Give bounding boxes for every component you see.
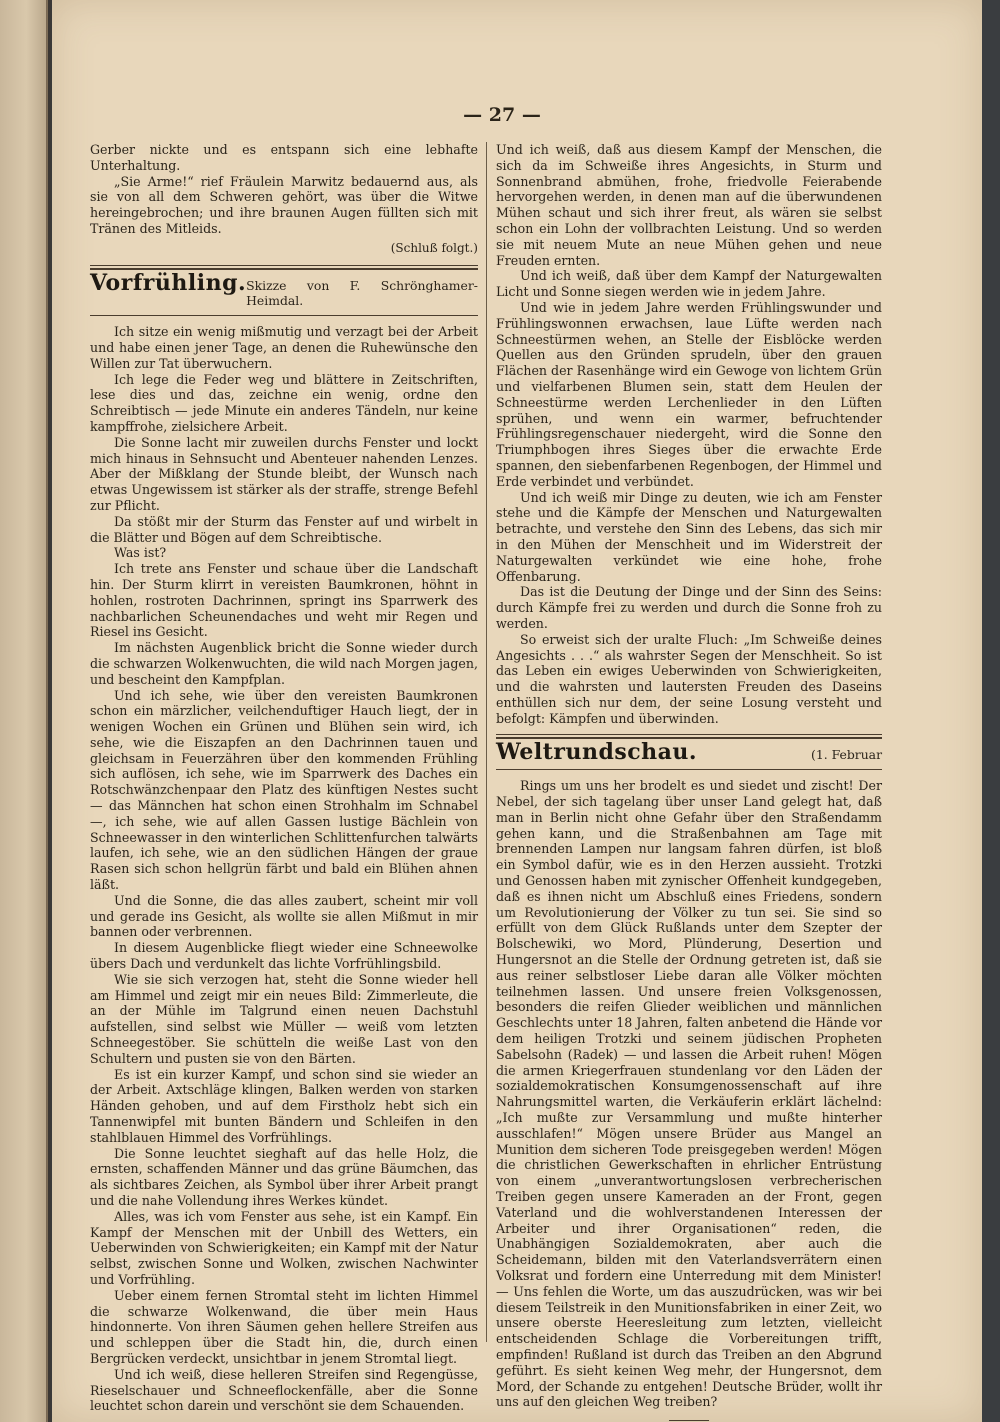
- article-title: Vorfrühling.: [90, 269, 247, 296]
- book-spine-left-page-edge: [0, 0, 48, 1422]
- article-header-vorfruehling: [90, 269, 478, 310]
- article-paragraph: Und ich sehe, wie über den vereisten Baumkronen schon ein märzlicher, veilchenduftiger Hauch liegt, der in wenigen Wochen ein Grünen und Blühen sein wird, ich sehe, wie die Eiszapfen an den Dachrinnen tauen und gleichsam in Feuerzähren über den kommenden Frühling sich auflösen, ich sehe, wie im Sparrwerk des Daches ein Rotschwänzchenpaar den Platz des künftigen Nestes sucht — das Männchen hat schon einen Strohhalm im Schnabel —, ich sehe, wie auf allen Gassen lustige Bächlein von Schneewasser in den winterlichen Schlittenfurchen talwärts laufen, ich sehe, wie an den südlichen Hängen der graue Rasen sich schon hellgrün färbt und bald ein Blühen ahnen läßt.: [90, 687, 478, 893]
- article-body-weltrundschau: [496, 778, 882, 1410]
- article-paragraph: Es ist ein kurzer Kampf, und schon sind sie wieder an der Arbeit. Axtschläge klingen, Balken werden von starken Händen gehoben, und auf dem Firstholz hebt sich ein Tannenwipfel mit bunten Bändern und Schleifen in den stahlblauen Himmel des Vorfrühlings.: [90, 1066, 478, 1145]
- article-paragraph: Und wie in jedem Jahre werden Frühlingswunder und Frühlingswonnen erwachsen, laue Lüfte werden nach Schneestürmen wehen, an Stelle der Eisblöcke werden Quellen aus den Gründen sprudeln, über den grauen Flächen der Rasenhänge wird ein Gewoge von lichtem Grün und vielfarbenen Blumen sein, statt dem Heulen der Schneestürme werden Lerchenlieder in den Lüften sprühen, und wenn ein warmer, befruchtender Frühlingsregenschauer niedergeht, wird die Sonne den Triumphbogen ihres Sieges über die erwachte Erde spannen, den siebenfarbenen Regenbogen, der Himmel und Erde verbindet und verbündet.: [496, 299, 882, 489]
- article-paragraph: Ich lege die Feder weg und blättere in Zeitschriften, lese dies und das, zeichne ein wenig, ordne den Schreibtisch — jede Minute ein anderes Tändeln, nur keine kampffrohe, zielsichere Arbeit.: [90, 371, 478, 434]
- article-title: Weltrundschau.: [496, 739, 698, 766]
- article-paragraph: Ich trete ans Fenster und schaue über die Landschaft hin. Der Sturm klirrt in vereisten Baumkronen, höhnt in hohlen, rostroten Dachrinnen, springt ins Sparrwerk des nachbarlichen Scheunendaches und weht mir Regen und Riesel ins Gesicht.: [90, 561, 478, 640]
- article-paragraph: Das ist die Deutung der Dinge und der Sinn des Seins: durch Kämpfe frei zu werden und durch die Sonne froh zu werden.: [496, 584, 882, 631]
- intro-paragraph: „Sie Arme!“ rief Fräulein Marwitz bedauernd aus, als sie von all dem Schweren gehört, was über die Witwe hereingebrochen; und ihre braunen Augen füllten sich mit Tränen des Mitleids.: [90, 173, 478, 236]
- article-body-vorfruehling: [90, 324, 478, 1414]
- article-paragraph: In diesem Augenblicke fliegt wieder eine Schneewolke übers Dach und verdunkelt das lichte Vorfrühlingsbild.: [90, 940, 478, 972]
- article-dateline: (1. Februar: [811, 747, 882, 763]
- article-paragraph: Was ist?: [114, 545, 167, 561]
- article-paragraph: Da stößt mir der Sturm das Fenster auf und wirbelt in die Blätter und Bögen auf dem Schreibtische.: [90, 513, 478, 545]
- article-paragraph: Alles, was ich vom Fenster aus sehe, ist ein Kampf. Ein Kampf der Menschen mit der Unbill des Wetters, ein Ueberwinden von Schwierigkeiten; ein Kampf mit der Natur selbst, zwischen Sonne und Wolken, zwischen Nachwinter und Vorfrühling.: [90, 1208, 478, 1287]
- left-column: [90, 142, 478, 1414]
- article-paragraph: Ueber einem fernen Stromtal steht im lichten Himmel die schwarze Wolkenwand, die über mein Haus hindonnerte. Von ihren Säumen gehen hellere Streifen aus und schleppen über die Stadt hin, die, durch einen Bergrücken verdeckt, unsichtbar in jenem Stromtal liegt.: [90, 1287, 478, 1366]
- right-column: [496, 142, 882, 1421]
- section-divider: [90, 315, 478, 316]
- article-byline: Skizze von F. Schrönghamer-Heimdal.: [246, 277, 478, 309]
- article-paragraph: Wie sie sich verzogen hat, steht die Sonne wieder hell am Himmel und zeigt mir ein neues Bild: Zimmerleute, die an der Mühle im Talgrund einen neuen Dachstuhl aufstellen, sind selbst wie Müller — weiß vom letzten Schneegestöber. Sie schütteln die weiße Last von den Schultern und pusten sie von den Bärten.: [90, 971, 478, 1066]
- article-paragraph: Ich sitze ein wenig mißmutig und verzagt bei der Arbeit und habe einen jener Tage, an denen die Ruhewünsche den Willen zur Tat überwuchern.: [90, 324, 478, 371]
- continued-note: (Schluß folgt.): [390, 240, 478, 255]
- article-paragraph: Im nächsten Augenblick bricht die Sonne wieder durch die schwarzen Wolkenwuchten, die wild nach Morgen jagen, und bescheint den Kampfplan.: [90, 640, 478, 687]
- article-paragraph: So erweist sich der uralte Fluch: „Im Schweiße deines Angesichts . . .“ als wahrster Segen der Menschheit. So ist das Leben ein ewiges Ueberwinden von Schwierigkeiten, und die wahrsten und lautersten Freuden des Daseins enthüllen sich nur dem, der seine Losung versteht und befolgt: Kämpfen und überwinden.: [496, 631, 882, 726]
- end-of-article-rule: [669, 1420, 709, 1421]
- article-header-weltrundschau: [496, 739, 882, 766]
- article-paragraph: Und die Sonne, die das alles zaubert, scheint mir voll und gerade ins Gesicht, als wollte sie allen Mißmut in mir bannen oder verbrennen.: [90, 892, 478, 940]
- section-divider: [496, 769, 882, 770]
- article-paragraph: Die Sonne lacht mir zuweilen durchs Fenster und lockt mich hinaus in Sehnsucht und Abenteuer nahenden Lenzes. Aber der Mißklang der Stunde bleibt, der Wunsch nach etwas Ungewissem ist stärker als der straffe, strenge Befehl zur Pflicht.: [90, 434, 478, 513]
- newspaper-page: [52, 0, 982, 1422]
- article-paragraph: Und ich weiß mir Dinge zu deuten, wie ich am Fenster stehe und die Kämpfe der Menschen und Naturgewalten betrachte, und verstehe den Sinn des Lebens, das sich mir in den Mühen der Menschheit und im Widerstreit der Naturgewalten verkündet wie eine hohe, frohe Offenbarung.: [496, 489, 882, 584]
- column-divider: [486, 142, 487, 1342]
- article-body-vorfruehling-continued: [496, 142, 882, 726]
- intro-paragraph: Gerber nickte und es entspann sich eine lebhafte Unterhaltung.: [90, 142, 478, 173]
- section-divider: [90, 265, 478, 270]
- article-paragraph: Rings um uns her brodelt es und siedet und zischt! Der Nebel, der sich tagelang über unser Land gelegt hat, daß man in Berlin nicht ohne Gefahr über den Straßendamm gehen kann, und die Straßenbahnen am Tage mit brennenden Lampen nur langsam fahren dürfen, ist bloß ein Symbol dafür, wie es in den Herzen aussieht. Trotzki und Genossen haben mit zynischer Offenheit kundgegeben, daß es ihnen nicht um Abschluß eines Friedens, sondern um Revolutionierung der Völker zu tun sei. Sie sind so erfüllt von dem Glück Rußlands unter dem Szepter der Bolschewiki, wo Mord, Plünderung, Desertion und Hungersnot an die Stelle der Ordnung getreten ist, daß sie aus reiner selbstloser Liebe daran alle Völker möchten teilnehmen lassen. Und unsere freien Volksgenossen, besonders die reifen Glieder weiblichen und männlichen Geschlechts unter 18 Jahren, falten anbetend die Hände vor dem heiligen Trotzki und seinem jüdischen Propheten Sabelsohn (Radek) — und lassen die Arbeit ruhen! Mögen die armen Kriegerfrauen stundenlang vor den Läden der sozialdemokratischen Konsumgenossenschaft auf ihre Nahrungsmittel warten, die Verkäuferin erklärt lächelnd: „Ich mußte zur Versammlung und mußte hinterher ausschlafen!“ Mögen unsere Brüder aus Mangel an Munition dem sicheren Tode preisgegeben werden! Mögen die christlichen Gewerkschaften in ehrlicher Entrüstung von einem „unverantwortungslosen verbrecherischen Treiben gegen unsere Kameraden an der Front, gegen Vaterland und die wohlverstandenen Interessen der Arbeiter und ihrer Organisationen“ reden, die Unabhängigen Sozialdemokraten, aber auch die Scheidemann, bilden mit den Vaterlandsverrätern einen Volksrat und fordern eine Unterredung mit dem Minister! — Uns fehlen die Worte, um das auszudrücken, was wir bei diesem Teilstreik in den Munitionsfabriken in einer Zeit, wo unsere oberste Heeresleitung zum letzten, vielleicht entscheidenden Schlage die Vorbereitungen trifft, empfinden! Rußland ist durch das Treiben an den Abgrund geführt. Es sieht keinen Weg mehr, der Hungersnot, dem Mord, der Schande zu entgehen! Deutsche Brüder, wollt ihr uns auf den gleichen Weg treiben?: [496, 778, 882, 1410]
- article-paragraph: Die Sonne leuchtet sieghaft auf das helle Holz, die ernsten, schaffenden Männer und das grüne Bäumchen, das als sichtbares Zeichen, als Symbol über ihrer Arbeit prangt und die nahe Vollendung ihres Werkes kündet.: [90, 1145, 478, 1208]
- article-paragraph: Und ich weiß, daß über dem Kampf der Naturgewalten Licht und Sonne siegen werden wie in jedem Jahre.: [496, 268, 882, 300]
- article-paragraph: Und ich weiß, diese helleren Streifen sind Regengüsse, Rieselschauer und Schneeflockenfälle, aber die Sonne leuchtet schon darein und verschönt sie dem Schauenden.: [90, 1366, 478, 1414]
- page-number: — 27 —: [463, 104, 541, 126]
- article-paragraph: Und ich weiß, daß aus diesem Kampf der Menschen, die sich da im Schweiße ihres Angesichts, in Sturm und Sonnenbrand abmühen, frohe, friedvolle Feierabende hervorgehen werden, in denen man auf die überwundenen Mühen schaut und sich ihrer freut, als wären sie selbst schon ein Lohn der vollbrachten Leistung. Und so werden sie mit neuem Mute an neue Mühen gehen und neue Freuden ernten.: [496, 142, 882, 268]
